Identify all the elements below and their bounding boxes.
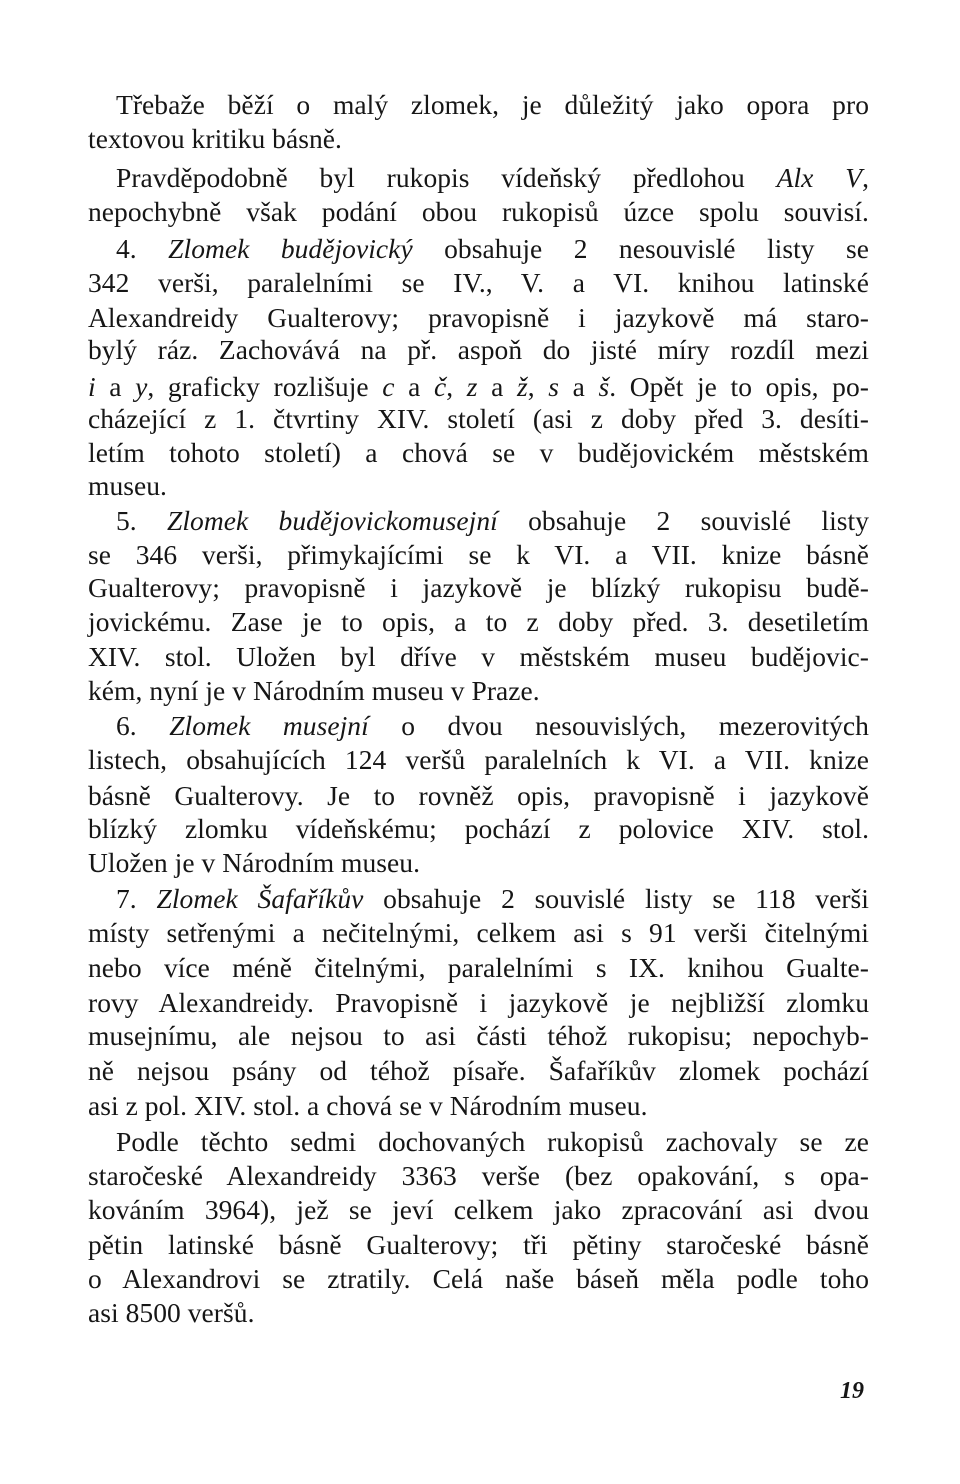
text-line: Alexandreidy Gualterovy; pravopisně i jazykově má staro- xyxy=(88,302,869,333)
text-line: 4. Zlomek budějovický obsahuje 2 nesouvislé listy se xyxy=(116,233,869,264)
text-line: staročeské Alexandreidy 3363 verše (bez opakování, s opa- xyxy=(88,1160,869,1191)
text-line: Pravděpodobně byl rukopis vídeňský předlohou Alx V, xyxy=(116,162,869,193)
text-line: musejnímu, ale nejsou to asi části téhož rukopisu; nepochyb- xyxy=(88,1020,869,1051)
text-line: jovickému. Zase je to opis, a to z doby před. 3. desetiletím xyxy=(88,606,869,637)
text-line: ně nejsou psány od téhož písaře. Šafaříkův zlomek pochází xyxy=(88,1055,869,1086)
text-line: nebo více méně čitelnými, paralelními s IX. knihou Gualte- xyxy=(88,952,869,983)
text-line: Uložen je v Národním museu. xyxy=(88,847,421,878)
text-line: Podle těchto sedmi dochovaných rukopisů zachovaly se ze xyxy=(116,1126,869,1157)
text-line: básně Gualterovy. Je to rovněž opis, pravopisně i jazykově xyxy=(88,780,869,811)
text-line: i a y, graficky rozlišuje c a č, z a ž, s a š. Opět je to opis, po- xyxy=(88,371,869,402)
text-line: rovy Alexandreidy. Pravopisně i jazykově je nejbližší zlomku xyxy=(88,987,869,1018)
text-line: asi 8500 veršů. xyxy=(88,1297,255,1328)
text-line: se 346 verši, přimykajícími se k VI. a VII. knize básně xyxy=(88,539,869,570)
text-line: Třebaže běží o malý zlomek, je důležitý jako opora pro xyxy=(116,89,869,120)
text-line: o Alexandrovi se ztratily. Celá naše báseň měla podle toho xyxy=(88,1263,869,1294)
page-number: 19 xyxy=(840,1378,864,1404)
text-line: kováním 3964), jež se jeví celkem jako zpracování asi dvou xyxy=(88,1194,869,1225)
text-line: museu. xyxy=(88,470,167,501)
text-line: textovou kritiku básně. xyxy=(88,123,342,154)
text-line: letím tohoto století) a chová se v budějovickém městském xyxy=(88,437,869,468)
text-line: cházející z 1. čtvrtiny XIV. století (asi z doby před 3. desíti- xyxy=(88,403,869,434)
text-line: pětin latinské básně Gualterovy; tři pětiny staročeské básně xyxy=(88,1229,869,1260)
text-line: 5. Zlomek budějovickomusejní obsahuje 2 souvislé listy xyxy=(116,505,869,536)
text-line: nepochybně však podání obou rukopisů úzce spolu souvisí. xyxy=(88,196,869,227)
text-line: 7. Zlomek Šafaříkův obsahuje 2 souvislé listy se 118 verši xyxy=(116,883,869,914)
text-line: 342 verši, paralelními se IV., V. a VI. knihou latinské xyxy=(88,267,869,298)
text-line: kém, nyní je v Národním museu v Praze. xyxy=(88,675,540,706)
text-line: místy setřenými a nečitelnými, celkem asi s 91 verši čitelnými xyxy=(88,917,869,948)
text-line: Gualterovy; pravopisně i jazykově je blízký rukopisu budě- xyxy=(88,572,869,603)
text-line: XIV. stol. Uložen byl dříve v městském museu budějovic- xyxy=(88,641,869,672)
text-line: blízký zlomku vídeňskému; pochází z polovice XIV. stol. xyxy=(88,813,869,844)
text-line: asi z pol. XIV. stol. a chová se v Národním museu. xyxy=(88,1090,648,1121)
text-line: 6. Zlomek musejní o dvou nesouvislých, mezerovitých xyxy=(116,710,869,741)
text-line: bylý ráz. Zachovává na př. aspoň do jisté míry rozdíl mezi xyxy=(88,334,869,365)
text-line: listech, obsahujících 124 veršů paralelních k VI. a VII. knize xyxy=(88,744,869,775)
